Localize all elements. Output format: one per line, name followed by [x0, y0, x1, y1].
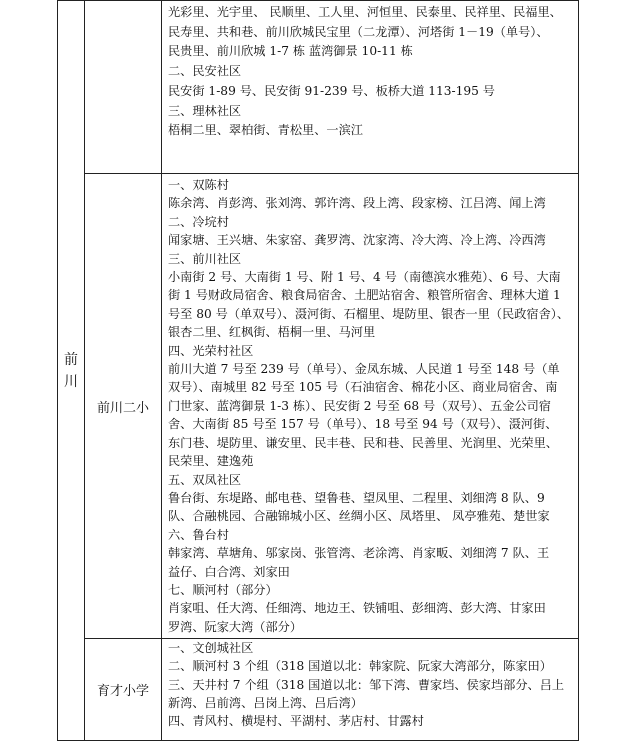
area-cell: [162, 639, 579, 741]
table-row: [58, 174, 579, 639]
area-line: 五、双凤社区: [168, 472, 242, 487]
area-line: 民荣里、建逸苑: [168, 454, 254, 469]
area-line: 闻家塘、王兴塘、朱家窑、龚罗湾、沈家湾、冷大湾、冷上湾、冷西湾: [168, 233, 546, 248]
area-line: 二、冷垸村: [168, 214, 229, 229]
area-line: 舍、大南街 85 号至 157 号（单号）、18 号至 94 号（双号）、滠河街、: [168, 417, 558, 432]
school-cell: 前川二小: [85, 174, 162, 639]
area-line: 七、顺河村（部分）: [168, 582, 278, 597]
area-line: 肖家咀、任大湾、任细湾、地边王、铁铺咀、彭细湾、彭大湾、甘家田: [168, 601, 546, 616]
region-char: 川: [64, 373, 78, 390]
area-line: 银杏二里、红枫街、梧桐一里、马河里: [168, 325, 376, 340]
area-line: 民安街 1-89 号、民安街 91-239 号、板桥大道 113-195 号: [168, 83, 495, 98]
area-line: 六、鲁台村: [168, 527, 229, 542]
area-line: 鲁台街、东堤路、邮电巷、望鲁巷、望凤里、二程里、刘细湾 8 队、9: [168, 490, 545, 505]
area-line: 一、双陈村: [168, 178, 229, 192]
area-line: 新湾、吕前湾、吕岗上湾、吕后湾）: [168, 695, 363, 710]
area-line: 东门巷、堤防里、谦安里、民丰巷、民和巷、民善里、光润里、光荣里、: [168, 435, 558, 450]
area-line: 陈余湾、肖彭湾、张刘湾、郭许湾、段上湾、段家榜、江吕湾、闻上湾: [168, 196, 546, 211]
area-line: 一、文创城社区: [168, 641, 254, 656]
school-cell: [85, 1, 162, 174]
area-line: 双号）、南城里 82 号至 105 号（石油宿舍、棉花小区、商业局宿舍、南: [168, 380, 558, 395]
area-line: 二、民安社区: [168, 64, 242, 79]
area-line: 光彩里、光宇里、 民顺里、工人里、河恒里、民泰里、民祥里、民福里、: [168, 5, 562, 19]
area-line: 民寿里、共和巷、前川欣城民宝里（二龙潭）、河塔街 1－19（单号）、: [168, 24, 549, 39]
area-line: 街 1 号财政局宿舍、粮食局宿舍、土肥站宿舍、粮管所宿舍、理林大道 1: [168, 288, 561, 303]
area-line: 梧桐二里、翠柏街、青松里、一滨江: [168, 123, 363, 138]
area-line: 队、合融桃园、合融锦城小区、丝绸小区、凤塔里、 凤亭雅苑、楚世家: [168, 509, 550, 524]
area-line: 二、顺河村 3 个组（318 国道以北：韩家院、阮家大湾部分，陈家田）: [168, 659, 552, 674]
area-line: 四、青风村、横堤村、平湖村、茅店村、甘露村: [168, 713, 424, 728]
area-line: 三、前川社区: [168, 251, 242, 266]
table-row: [58, 639, 579, 741]
area-line: 益仔、白合湾、刘家田: [168, 564, 290, 579]
area-line: 三、理林社区: [168, 103, 242, 118]
area-line: 民贵里、前川欣城 1-7 栋 蓝湾御景 10-11 栋: [168, 44, 413, 59]
area-line: 罗湾、阮家大湾（部分）: [168, 619, 303, 634]
region-cell: [58, 1, 85, 741]
district-table-frame: [57, 0, 578, 728]
district-table: [57, 0, 579, 741]
table-row: [58, 1, 579, 174]
area-cell: [162, 1, 579, 174]
area-line: 前川大道 7 号至 239 号（单号）、金凤东城、人民道 1 号至 148 号（单: [168, 362, 560, 377]
region-char: 前: [64, 351, 78, 368]
area-line: 三、天井村 7 个组（318 国道以北：邹下湾、曹家垱、侯家垱部分、吕上: [168, 677, 565, 692]
area-line: 号至 80 号（单双号）、滠河街、石榴里、堤防里、银杏一里（民政宿舍）、: [168, 306, 570, 321]
area-line: 门世家、蓝湾御景 1-3 栋）、民安街 2 号至 68 号（双号）、五金公司宿: [168, 398, 551, 413]
area-line: 四、光荣村社区: [168, 343, 254, 358]
area-cell: [162, 174, 579, 639]
area-line: 韩家湾、草塘角、邬家岗、张管湾、老涂湾、肖家畈、刘细湾 7 队、王: [168, 546, 550, 561]
area-line: 小南街 2 号、大南街 1 号、附 1 号、4 号（南德滨水雅苑）、6 号、大南: [168, 270, 561, 285]
school-cell: 育才小学: [85, 639, 162, 741]
